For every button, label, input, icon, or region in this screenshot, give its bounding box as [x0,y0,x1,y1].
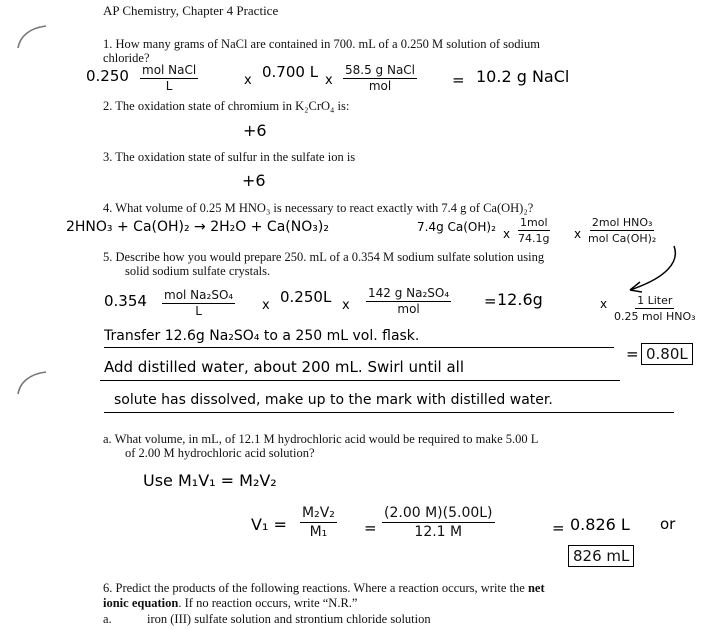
q1-factor-molar-mass-num: 58.5 g NaCl [345,63,416,77]
q5-factor-molarity-den: L [195,304,202,318]
qa-prompt-line1: a. What volume, in mL, of 12.1 M hydrochloric acid would be required to make 5.00 L [103,432,539,446]
q4-equals: = [626,345,639,363]
qa-or: or [660,515,676,533]
q1-factor-molarity [140,64,198,93]
q5-answer: 12.6g [497,290,543,309]
q1-volume: 0.700 L [262,63,319,81]
q4-mult1: x [503,227,511,241]
qa-prompt-line2: of 2.00 M hydrochloric acid solution? [125,446,315,460]
q1-factor-molar-mass [343,64,417,93]
q1-factor-molarity-den: L [165,79,173,93]
q5-factor-molarity-num: mol Na₂SO₄ [164,288,234,302]
q5-equals: = [484,292,497,310]
q5-underline-1 [104,347,614,348]
q5-work-start: 0.354 [104,292,147,310]
q2-prompt: 2. The oxidation state of chromium in K₂CrO₄ is: [103,99,350,113]
q5-factor-molar-mass-num: 142 g Na₂SO₄ [368,286,450,300]
q3-answer: +6 [242,171,266,190]
q6-a-text: iron (III) sulfate solution and strontium chloride solution [147,612,431,626]
q5-mult1: x [262,298,270,313]
qa-fraction-symbolic-num: M₂V₂ [302,505,335,521]
q5-mult2: x [342,298,350,313]
q6-prompt-bold-net: net [527,581,545,595]
q1-prompt-line1: 1. How many grams of NaCl are contained in 700. mL of a 0.250 M solution of sodium [103,37,540,51]
q4-factor-liters-den: 0.25 mol HNO₃ [614,310,696,323]
q4-factor-molar-mass-num: 1mol [520,216,548,229]
q5-factor-molarity [162,289,235,318]
q5-underline-2 [100,380,620,381]
qa-fraction-values [382,505,495,540]
page-title: AP Chemistry, Chapter 4 Practice [103,3,279,18]
q5-step-1: Transfer 12.6g Na₂SO₄ to a 250 mL vol. flask. [104,328,420,344]
q4-mult3: x [600,297,608,311]
q5-factor-molar-mass-den: mol [397,302,420,316]
qa-answer-liters: 0.826 L [570,515,630,534]
q6-prompt-part1: 6. Predict the products of the following reactions. Where a reaction occurs, write the [103,581,525,595]
q4-factor-mole-ratio-num: 2mol HNO₃ [591,216,653,229]
q1-mult1: x [244,73,252,88]
q6-prompt-line2 [103,596,357,610]
q4-factor-molar-mass [518,216,550,245]
q4-factor-molar-mass-den: 74.1g [518,232,550,245]
q4-prompt: 4. What volume of 0.25 M HNO₃ is necessary to react exactly with 7.4 g of Ca(OH)₂? [103,201,534,215]
q5-prompt-line1: 5. Describe how you would prepare 250. mL of a 0.354 M sodium sulfate solution using [103,250,545,264]
q1-work-start: 0.250 [86,67,129,85]
q1-prompt-line2: chloride? [103,51,150,65]
qa-equals-1: = [364,519,377,537]
q5-factor-molar-mass [366,287,451,316]
q4-mass: 7.4g Ca(OH)₂ [417,220,496,234]
q3-prompt: 3. The oxidation state of sulfur in the sulfate ion is [103,150,356,164]
q1-equals: = [452,71,465,89]
q4-continuation-arrow [622,244,682,296]
qa-fraction-values-num: (2.00 M)(5.00L) [384,505,493,521]
q5-prompt-line2: solid sodium sulfate crystals. [125,264,271,278]
q1-answer: 10.2 g NaCl [476,67,570,86]
qa-use-formula: Use M₁V₁ = M₂V₂ [143,471,277,490]
qa-equals-2: = [552,519,565,537]
binder-hole-mark-bottom [14,368,50,398]
q1-mult2: x [325,73,333,88]
q4-factor-liters-num: 1 Liter [637,294,673,307]
q1-factor-molar-mass-den: mol [368,79,392,93]
q6-prompt-line1 [103,581,545,595]
q6-prompt-bold-ionic: ionic equation [103,596,179,610]
q5-volume: 0.250L [280,288,332,306]
q5-step-2: Add distilled water, about 200 mL. Swirl until all [104,358,465,376]
q4-answer-box: 0.80L [641,343,693,365]
q4-factor-mole-ratio [588,216,656,245]
binder-hole-mark-top [14,22,50,52]
q4-factor-liters [614,294,696,323]
qa-fraction-values-den: 12.1 M [414,524,463,540]
q4-equation: 2HNO₃ + Ca(OH)₂ → 2H₂O + Ca(NO₃)₂ [66,219,329,235]
q2-answer: +6 [243,121,267,140]
qa-fraction-symbolic-den: M₁ [309,524,328,540]
q6-a-label: a. [103,612,112,626]
q6-prompt-part2: . If no reaction occurs, write “N.R.” [178,596,358,610]
q1-factor-molarity-num: mol NaCl [142,63,197,77]
qa-fraction-symbolic [300,505,337,540]
qa-v1-label: V₁ = [251,515,287,534]
q4-factor-mole-ratio-den: mol Ca(OH)₂ [588,232,657,245]
q4-mult2: x [574,227,582,241]
q5-step-3: solute has dissolved, make up to the mark with distilled water. [114,392,553,408]
qa-answer-ml-box: 826 mL [568,545,634,567]
q5-underline-3 [104,412,674,413]
